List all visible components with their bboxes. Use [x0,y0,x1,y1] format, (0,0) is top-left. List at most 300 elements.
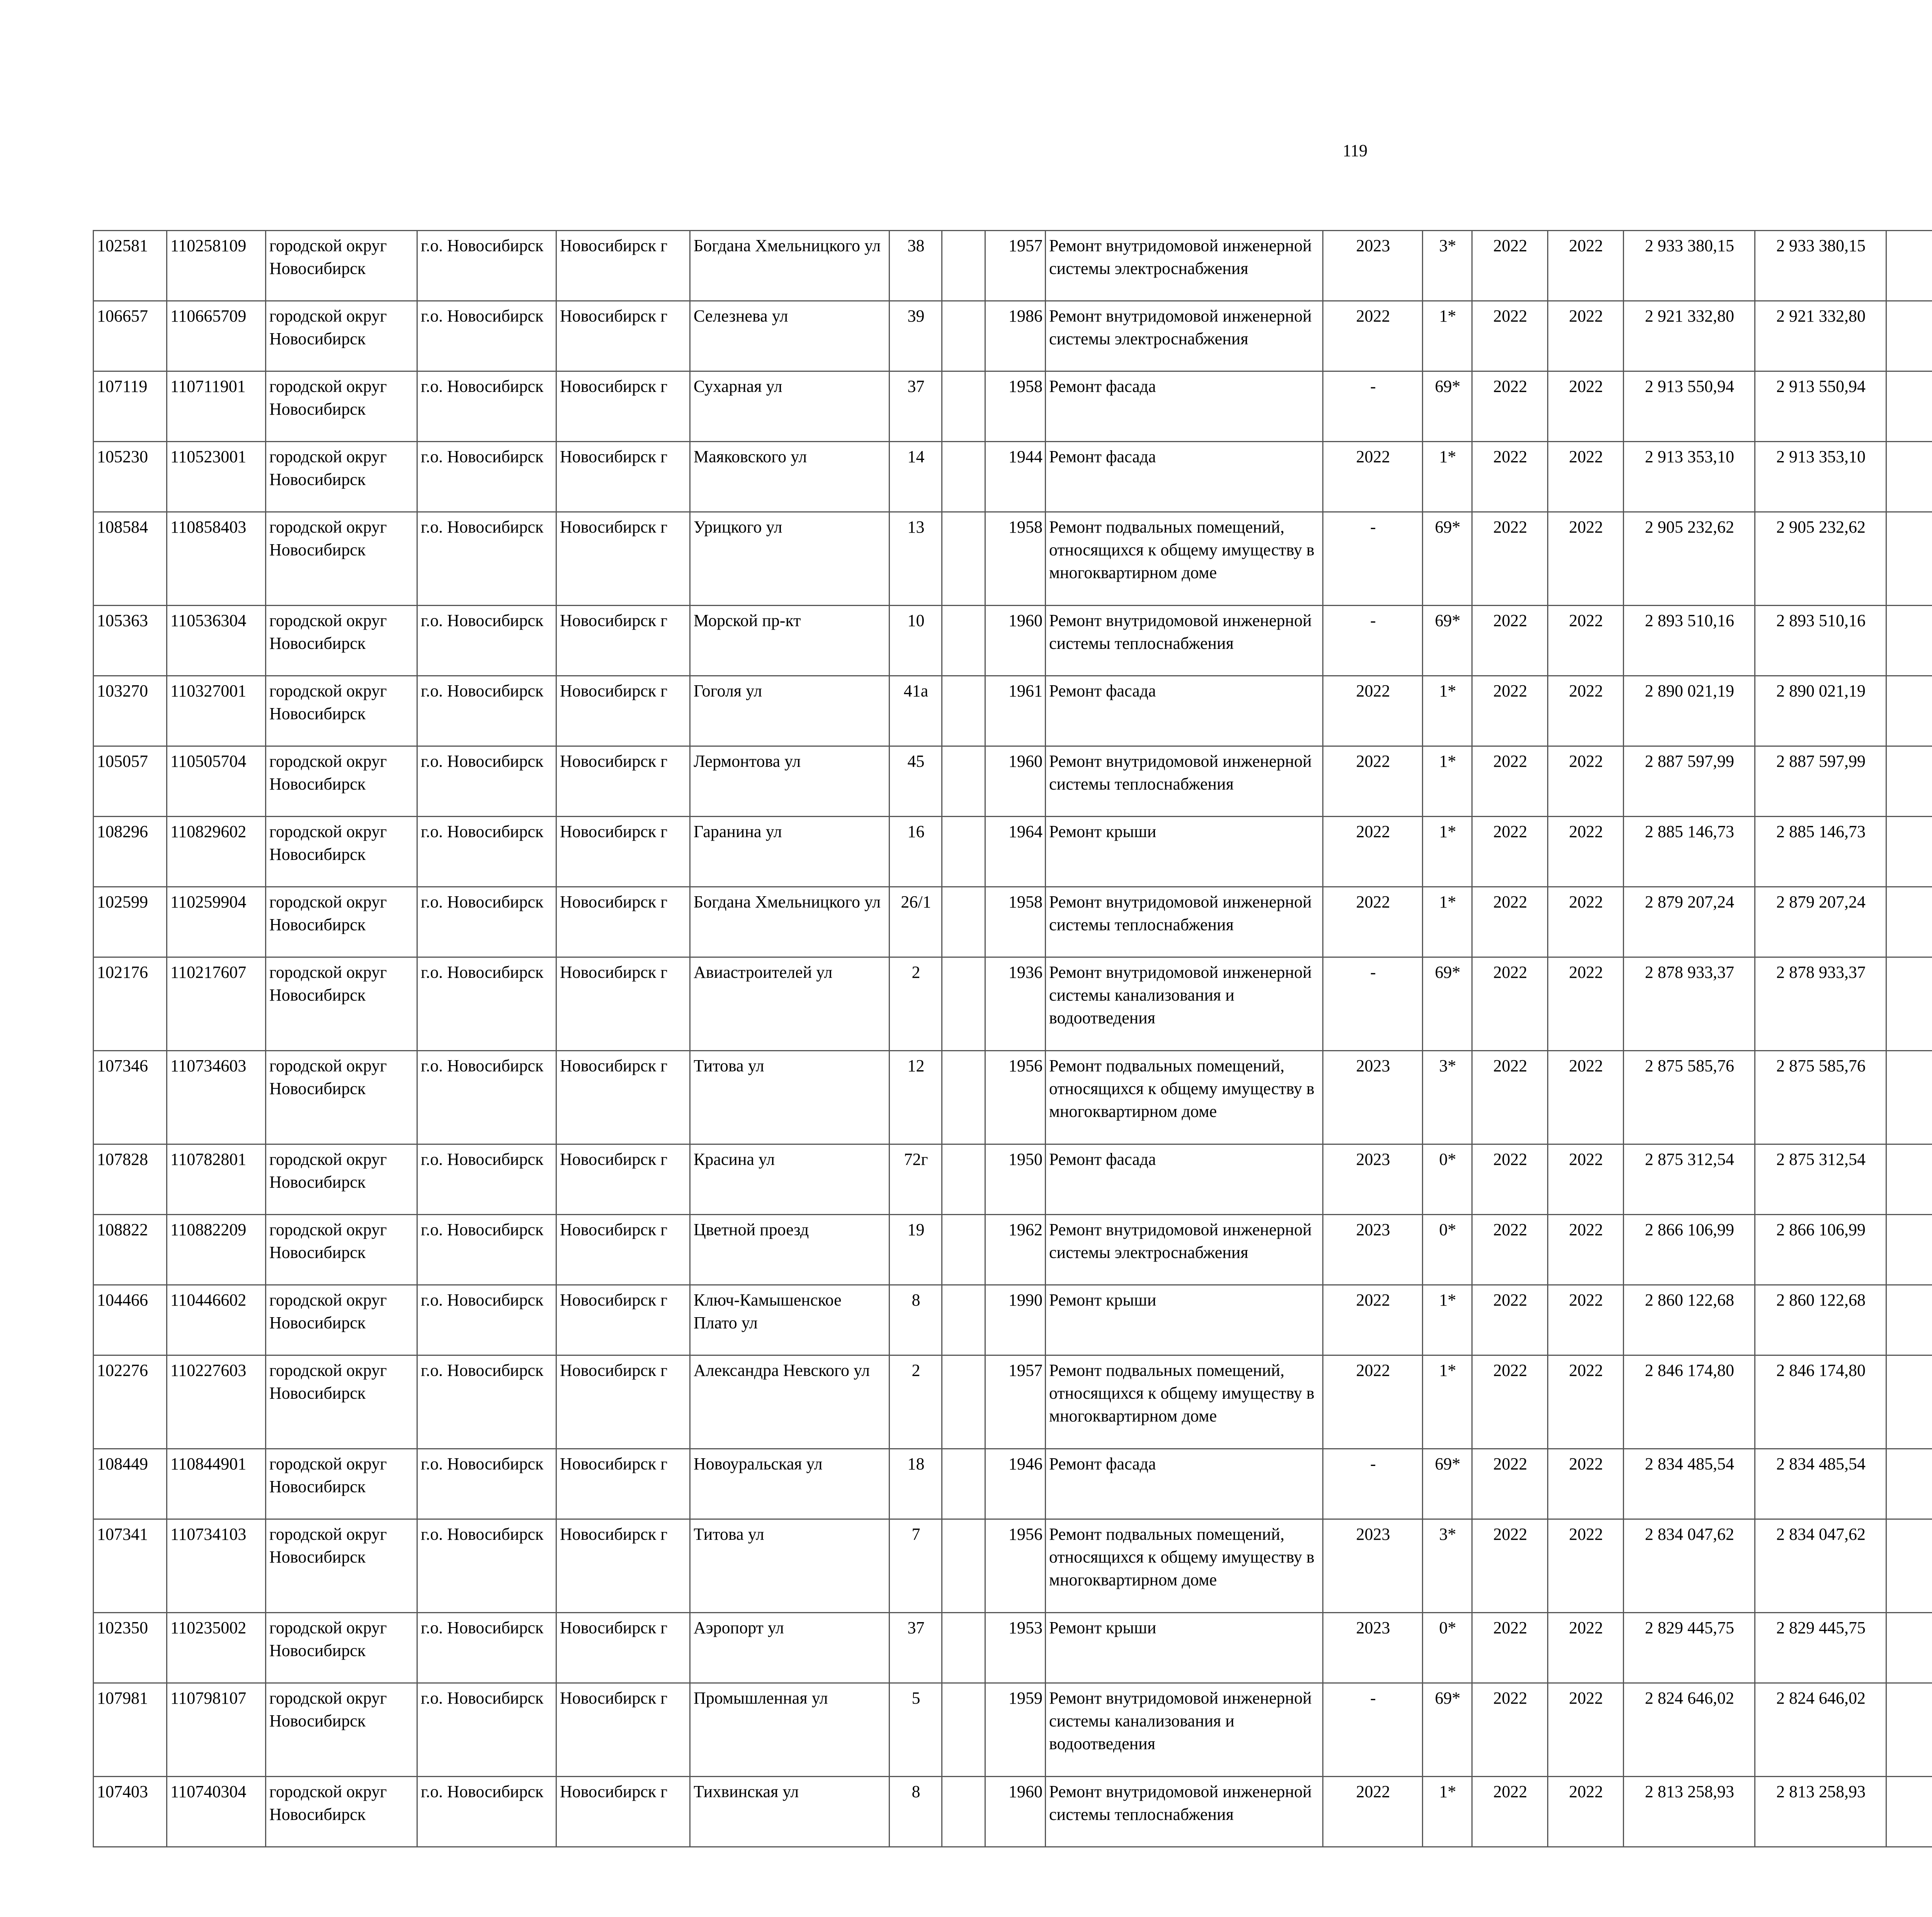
district-cell: городской округ Новосибирск [266,817,417,887]
street-cell: Морской пр-кт [690,606,889,676]
building-cell [942,1519,985,1613]
plan-year-cell: 2023 [1323,1519,1423,1613]
house-number-cell: 12 [889,1051,942,1144]
priority-cell: 0* [1423,1144,1472,1215]
street-cell: Гаранина ул [690,817,889,887]
city-cell: Новосибирск г [556,1519,690,1613]
building-cell [942,676,985,746]
cost-total-cell: 2 913 550,94 [1624,371,1755,442]
build-year-cell: 1962 [985,1215,1046,1285]
municipality-cell: г.о. Новосибирск [417,1215,556,1285]
municipality-cell: г.о. Новосибирск [417,1449,556,1519]
district-cell: городской округ Новосибирск [266,301,417,371]
value-1-cell [1886,606,1932,676]
year-to-cell: 2022 [1548,442,1624,512]
year-to-cell: 2022 [1548,1285,1624,1355]
build-year-cell: 1956 [985,1519,1046,1613]
municipality-cell: г.о. Новосибирск [417,1355,556,1449]
municipality-cell: г.о. Новосибирск [417,957,556,1051]
cost-fund-cell: 2 905 232,62 [1755,512,1886,606]
record-id-cell: 107341 [94,1519,167,1613]
repair-registry-table [93,230,1932,1847]
value-1-cell [1886,1777,1932,1847]
city-cell: Новосибирск г [556,1355,690,1449]
municipality-cell: г.о. Новосибирск [417,1051,556,1144]
work-type-cell: Ремонт фасада [1046,1449,1323,1519]
year-to-cell: 2022 [1548,957,1624,1051]
plan-year-cell: 2022 [1323,887,1423,957]
cost-fund-cell: 2 846 174,80 [1755,1355,1886,1449]
year-to-cell: 2022 [1548,371,1624,442]
street-cell: Авиастроителей ул [690,957,889,1051]
build-year-cell: 1944 [985,442,1046,512]
building-cell [942,746,985,817]
district-cell: городской округ Новосибирск [266,442,417,512]
plan-year-cell: 2022 [1323,301,1423,371]
district-cell: городской округ Новосибирск [266,746,417,817]
year-to-cell: 2022 [1548,887,1624,957]
work-type-cell: Ремонт подвальных помещений, относящихся к общему имуществу в многоквартирном доме [1046,1051,1323,1144]
street-cell: Титова ул [690,1519,889,1613]
record-id-cell: 108584 [94,512,167,606]
district-cell: городской округ Новосибирск [266,887,417,957]
building-cell [942,231,985,301]
cost-total-cell: 2 887 597,99 [1624,746,1755,817]
year-from-cell: 2022 [1472,1449,1548,1519]
year-to-cell: 2022 [1548,1051,1624,1144]
house-code-cell: 110217607 [167,957,266,1051]
street-cell: Красина ул [690,1144,889,1215]
street-cell: Промышленная ул [690,1683,889,1777]
district-cell: городской округ Новосибирск [266,1613,417,1683]
cost-total-cell: 2 905 232,62 [1624,512,1755,606]
priority-cell: 3* [1423,1051,1472,1144]
district-cell: городской округ Новосибирск [266,1777,417,1847]
record-id-cell: 108822 [94,1215,167,1285]
street-cell: Селезнева ул [690,301,889,371]
house-code-cell: 110734103 [167,1519,266,1613]
cost-fund-cell: 2 829 445,75 [1755,1613,1886,1683]
year-to-cell: 2022 [1548,1215,1624,1285]
value-1-cell [1886,1144,1932,1215]
city-cell: Новосибирск г [556,746,690,817]
district-cell: городской округ Новосибирск [266,231,417,301]
cost-fund-cell: 2 879 207,24 [1755,887,1886,957]
house-code-cell: 110844901 [167,1449,266,1519]
street-cell: Гоголя ул [690,676,889,746]
record-id-cell: 104466 [94,1285,167,1355]
street-cell: Богдана Хмельницкого ул [690,231,889,301]
house-number-cell: 16 [889,817,942,887]
table-row [94,1051,1932,1144]
house-code-cell: 110711901 [167,371,266,442]
value-1-cell [1886,817,1932,887]
work-type-cell: Ремонт внутридомовой инженерной системы теплоснабжения [1046,606,1323,676]
build-year-cell: 1957 [985,231,1046,301]
house-code-cell: 110782801 [167,1144,266,1215]
table-row [94,371,1932,442]
record-id-cell: 108449 [94,1449,167,1519]
municipality-cell: г.о. Новосибирск [417,1777,556,1847]
cost-total-cell: 2 846 174,80 [1624,1355,1755,1449]
year-from-cell: 2022 [1472,676,1548,746]
house-code-cell: 110858403 [167,512,266,606]
year-from-cell: 2022 [1472,1285,1548,1355]
house-code-cell: 110734603 [167,1051,266,1144]
plan-year-cell: - [1323,606,1423,676]
priority-cell: 69* [1423,1449,1472,1519]
building-cell [942,957,985,1051]
cost-total-cell: 2 834 047,62 [1624,1519,1755,1613]
district-cell: городской округ Новосибирск [266,1051,417,1144]
house-number-cell: 37 [889,371,942,442]
year-from-cell: 2022 [1472,231,1548,301]
house-number-cell: 2 [889,1355,942,1449]
cost-total-cell: 2 879 207,24 [1624,887,1755,957]
street-cell: Богдана Хмельницкого ул [690,887,889,957]
cost-fund-cell: 2 834 047,62 [1755,1519,1886,1613]
street-cell: Сухарная ул [690,371,889,442]
priority-cell: 1* [1423,676,1472,746]
house-number-cell: 37 [889,1613,942,1683]
work-type-cell: Ремонт крыши [1046,1613,1323,1683]
building-cell [942,606,985,676]
build-year-cell: 1958 [985,512,1046,606]
priority-cell: 3* [1423,1519,1472,1613]
street-cell: Урицкого ул [690,512,889,606]
cost-fund-cell: 2 890 021,19 [1755,676,1886,746]
plan-year-cell: 2023 [1323,1613,1423,1683]
house-code-cell: 110740304 [167,1777,266,1847]
street-cell: Маяковского ул [690,442,889,512]
plan-year-cell: - [1323,1449,1423,1519]
work-type-cell: Ремонт внутридомовой инженерной системы теплоснабжения [1046,746,1323,817]
house-number-cell: 10 [889,606,942,676]
table-row [94,1683,1932,1777]
build-year-cell: 1946 [985,1449,1046,1519]
district-cell: городской округ Новосибирск [266,1355,417,1449]
work-type-cell: Ремонт внутридомовой инженерной системы электроснабжения [1046,1215,1323,1285]
cost-fund-cell: 2 824 646,02 [1755,1683,1886,1777]
house-number-cell: 19 [889,1215,942,1285]
plan-year-cell: - [1323,512,1423,606]
record-id-cell: 102350 [94,1613,167,1683]
build-year-cell: 1958 [985,887,1046,957]
year-to-cell: 2022 [1548,606,1624,676]
table-row [94,1613,1932,1683]
priority-cell: 69* [1423,371,1472,442]
district-cell: городской округ Новосибирск [266,1215,417,1285]
city-cell: Новосибирск г [556,371,690,442]
year-from-cell: 2022 [1472,1519,1548,1613]
work-type-cell: Ремонт внутридомовой инженерной системы теплоснабжения [1046,887,1323,957]
municipality-cell: г.о. Новосибирск [417,1683,556,1777]
year-to-cell: 2022 [1548,676,1624,746]
building-cell [942,371,985,442]
cost-fund-cell: 2 913 550,94 [1755,371,1886,442]
build-year-cell: 1960 [985,606,1046,676]
year-from-cell: 2022 [1472,371,1548,442]
house-number-cell: 38 [889,231,942,301]
plan-year-cell: - [1323,1683,1423,1777]
work-type-cell: Ремонт внутридомовой инженерной системы канализования и водоотведения [1046,957,1323,1051]
building-cell [942,817,985,887]
plan-year-cell: 2022 [1323,1285,1423,1355]
city-cell: Новосибирск г [556,1777,690,1847]
plan-year-cell: 2022 [1323,442,1423,512]
work-type-cell: Ремонт фасада [1046,371,1323,442]
house-code-cell: 110259904 [167,887,266,957]
cost-fund-cell: 2 860 122,68 [1755,1285,1886,1355]
value-1-cell [1886,1613,1932,1683]
house-code-cell: 110665709 [167,301,266,371]
district-cell: городской округ Новосибирск [266,1519,417,1613]
year-from-cell: 2022 [1472,512,1548,606]
municipality-cell: г.о. Новосибирск [417,1144,556,1215]
district-cell: городской округ Новосибирск [266,1144,417,1215]
build-year-cell: 1950 [985,1144,1046,1215]
work-type-cell: Ремонт подвальных помещений, относящихся к общему имуществу в многоквартирном доме [1046,1355,1323,1449]
district-cell: городской округ Новосибирск [266,957,417,1051]
build-year-cell: 1958 [985,371,1046,442]
year-to-cell: 2022 [1548,1355,1624,1449]
record-id-cell: 102599 [94,887,167,957]
cost-total-cell: 2 875 585,76 [1624,1051,1755,1144]
building-cell [942,1449,985,1519]
cost-fund-cell: 2 893 510,16 [1755,606,1886,676]
house-number-cell: 41а [889,676,942,746]
table-row [94,1519,1932,1613]
priority-cell: 69* [1423,512,1472,606]
city-cell: Новосибирск г [556,1613,690,1683]
city-cell: Новосибирск г [556,231,690,301]
year-to-cell: 2022 [1548,817,1624,887]
year-from-cell: 2022 [1472,1613,1548,1683]
building-cell [942,442,985,512]
building-cell [942,1144,985,1215]
priority-cell: 0* [1423,1215,1472,1285]
cost-fund-cell: 2 875 312,54 [1755,1144,1886,1215]
record-id-cell: 107403 [94,1777,167,1847]
year-from-cell: 2022 [1472,1144,1548,1215]
cost-total-cell: 2 829 445,75 [1624,1613,1755,1683]
build-year-cell: 1953 [985,1613,1046,1683]
table-row [94,301,1932,371]
city-cell: Новосибирск г [556,1215,690,1285]
city-cell: Новосибирск г [556,887,690,957]
build-year-cell: 1990 [985,1285,1046,1355]
building-cell [942,1355,985,1449]
record-id-cell: 105230 [94,442,167,512]
cost-total-cell: 2 875 312,54 [1624,1144,1755,1215]
priority-cell: 1* [1423,1777,1472,1847]
district-cell: городской округ Новосибирск [266,1449,417,1519]
record-id-cell: 108296 [94,817,167,887]
plan-year-cell: - [1323,957,1423,1051]
value-1-cell [1886,1683,1932,1777]
house-number-cell: 72г [889,1144,942,1215]
table-row [94,1777,1932,1847]
cost-total-cell: 2 913 353,10 [1624,442,1755,512]
cost-fund-cell: 2 933 380,15 [1755,231,1886,301]
table-row [94,676,1932,746]
record-id-cell: 103270 [94,676,167,746]
city-cell: Новосибирск г [556,1683,690,1777]
priority-cell: 1* [1423,746,1472,817]
cost-total-cell: 2 834 485,54 [1624,1449,1755,1519]
city-cell: Новосибирск г [556,1051,690,1144]
municipality-cell: г.о. Новосибирск [417,371,556,442]
year-to-cell: 2022 [1548,1683,1624,1777]
house-number-cell: 13 [889,512,942,606]
building-cell [942,301,985,371]
value-1-cell [1886,1519,1932,1613]
table-row [94,442,1932,512]
street-cell: Ключ-Камышенское Плато ул [690,1285,889,1355]
house-number-cell: 5 [889,1683,942,1777]
build-year-cell: 1960 [985,1777,1046,1847]
priority-cell: 69* [1423,606,1472,676]
cost-fund-cell: 2 878 933,37 [1755,957,1886,1051]
build-year-cell: 1986 [985,301,1046,371]
plan-year-cell: 2022 [1323,1355,1423,1449]
cost-fund-cell: 2 813 258,93 [1755,1777,1886,1847]
work-type-cell: Ремонт подвальных помещений, относящихся к общему имуществу в многоквартирном доме [1046,512,1323,606]
year-to-cell: 2022 [1548,231,1624,301]
district-cell: городской округ Новосибирск [266,371,417,442]
priority-cell: 1* [1423,301,1472,371]
house-number-cell: 2 [889,957,942,1051]
value-1-cell [1886,1285,1932,1355]
house-code-cell: 110235002 [167,1613,266,1683]
house-code-cell: 110258109 [167,231,266,301]
table-row [94,1215,1932,1285]
year-from-cell: 2022 [1472,817,1548,887]
municipality-cell: г.о. Новосибирск [417,1285,556,1355]
street-cell: Титова ул [690,1051,889,1144]
work-type-cell: Ремонт крыши [1046,817,1323,887]
record-id-cell: 107346 [94,1051,167,1144]
table-row [94,817,1932,887]
house-code-cell: 110505704 [167,746,266,817]
work-type-cell: Ремонт крыши [1046,1285,1323,1355]
house-code-cell: 110523001 [167,442,266,512]
building-cell [942,1285,985,1355]
street-cell: Лермонтова ул [690,746,889,817]
value-1-cell [1886,1215,1932,1285]
city-cell: Новосибирск г [556,1285,690,1355]
plan-year-cell: 2023 [1323,1144,1423,1215]
year-from-cell: 2022 [1472,1683,1548,1777]
build-year-cell: 1964 [985,817,1046,887]
table-row [94,606,1932,676]
house-code-cell: 110327001 [167,676,266,746]
building-cell [942,1215,985,1285]
value-1-cell [1886,887,1932,957]
cost-fund-cell: 2 921 332,80 [1755,301,1886,371]
work-type-cell: Ремонт внутридомовой инженерной системы канализования и водоотведения [1046,1683,1323,1777]
record-id-cell: 102276 [94,1355,167,1449]
priority-cell: 3* [1423,231,1472,301]
plan-year-cell: 2022 [1323,676,1423,746]
cost-total-cell: 2 885 146,73 [1624,817,1755,887]
record-id-cell: 105057 [94,746,167,817]
district-cell: городской округ Новосибирск [266,512,417,606]
municipality-cell: г.о. Новосибирск [417,887,556,957]
plan-year-cell: 2022 [1323,817,1423,887]
year-from-cell: 2022 [1472,746,1548,817]
year-to-cell: 2022 [1548,1777,1624,1847]
build-year-cell: 1936 [985,957,1046,1051]
year-from-cell: 2022 [1472,1051,1548,1144]
house-code-cell: 110798107 [167,1683,266,1777]
city-cell: Новосибирск г [556,606,690,676]
building-cell [942,512,985,606]
year-from-cell: 2022 [1472,606,1548,676]
cost-fund-cell: 2 887 597,99 [1755,746,1886,817]
value-1-cell [1886,676,1932,746]
municipality-cell: г.о. Новосибирск [417,442,556,512]
build-year-cell: 1957 [985,1355,1046,1449]
cost-fund-cell: 2 866 106,99 [1755,1215,1886,1285]
cost-total-cell: 2 878 933,37 [1624,957,1755,1051]
year-from-cell: 2022 [1472,957,1548,1051]
build-year-cell: 1956 [985,1051,1046,1144]
district-cell: городской округ Новосибирск [266,676,417,746]
house-number-cell: 39 [889,301,942,371]
street-cell: Аэропорт ул [690,1613,889,1683]
house-code-cell: 110882209 [167,1215,266,1285]
municipality-cell: г.о. Новосибирск [417,1519,556,1613]
municipality-cell: г.о. Новосибирск [417,512,556,606]
city-cell: Новосибирск г [556,301,690,371]
house-number-cell: 18 [889,1449,942,1519]
city-cell: Новосибирск г [556,957,690,1051]
cost-total-cell: 2 921 332,80 [1624,301,1755,371]
table-row [94,1144,1932,1215]
work-type-cell: Ремонт фасада [1046,442,1323,512]
year-to-cell: 2022 [1548,1519,1624,1613]
cost-fund-cell: 2 913 353,10 [1755,442,1886,512]
cost-total-cell: 2 890 021,19 [1624,676,1755,746]
plan-year-cell: 2023 [1323,1215,1423,1285]
city-cell: Новосибирск г [556,1144,690,1215]
house-number-cell: 45 [889,746,942,817]
year-to-cell: 2022 [1548,301,1624,371]
cost-fund-cell: 2 834 485,54 [1755,1449,1886,1519]
record-id-cell: 102581 [94,231,167,301]
year-from-cell: 2022 [1472,442,1548,512]
year-from-cell: 2022 [1472,301,1548,371]
table-row [94,231,1932,301]
year-to-cell: 2022 [1548,1449,1624,1519]
cost-total-cell: 2 824 646,02 [1624,1683,1755,1777]
priority-cell: 0* [1423,1613,1472,1683]
plan-year-cell: 2022 [1323,1777,1423,1847]
table-row [94,957,1932,1051]
table-row [94,512,1932,606]
build-year-cell: 1960 [985,746,1046,817]
work-type-cell: Ремонт фасада [1046,1144,1323,1215]
value-1-cell [1886,301,1932,371]
priority-cell: 1* [1423,442,1472,512]
cost-total-cell: 2 813 258,93 [1624,1777,1755,1847]
house-code-cell: 110446602 [167,1285,266,1355]
record-id-cell: 107828 [94,1144,167,1215]
building-cell [942,1051,985,1144]
priority-cell: 1* [1423,1285,1472,1355]
record-id-cell: 107981 [94,1683,167,1777]
